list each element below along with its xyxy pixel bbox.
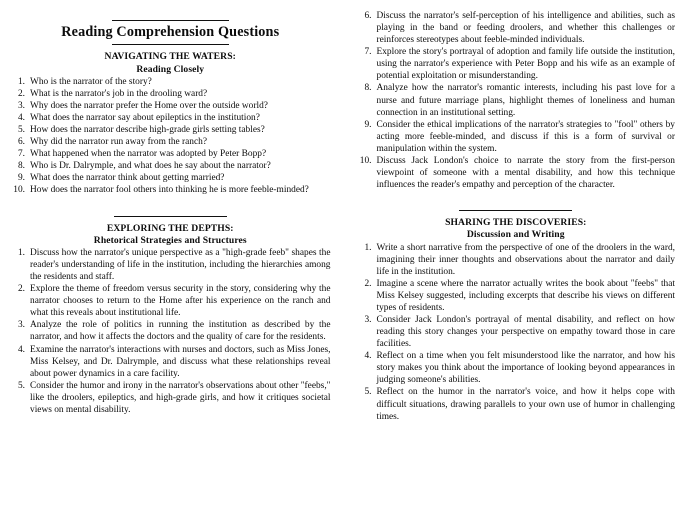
list-item: Why did the narrator run away from the ranch? (30, 137, 208, 148)
question-list-exploring-right (357, 10, 676, 191)
list-item: Analyze the role of politics in running the institution as described by the narrator, and how it affects the doctors and the quality of care for the residents. (30, 320, 331, 343)
page-title: Reading Comprehension Questions (61, 23, 280, 40)
section-heading-navigating (10, 51, 331, 75)
list-item: Discuss Jack London's choice to narrate the story from the first-person viewpoint of someone with a mental disability, and how this technique influences the reader's empathy and perception of the character. (376, 155, 675, 191)
list-item: Explore the story's portrayal of adoption and family life outside the institution, using the narrator's experience with Peter Bopp and his wife as an example of potential exploitation or misunderstanding. (376, 47, 675, 82)
list-item: Who is the narrator of the story? (30, 76, 152, 87)
question-list-sharing (357, 242, 676, 423)
list-item: Examine the narrator's interactions with nurses and doctors, such as Miss Jones, Miss Kelsey, and Dr. Dalrymple, and discuss what these relationships reveal about power dynamics in a care facility. (30, 344, 331, 379)
section-heading-sharing-line2: Discussion and Writing (466, 229, 565, 241)
document-title-block (10, 20, 331, 45)
list-item: Explore the theme of freedom versus security in the story, considering why the narrator chooses to return to the Home after his experience on the ranch and what this reveals about institutional life. (30, 284, 331, 319)
section-rule (459, 210, 572, 211)
list-item: Reflect on a time when you felt misunderstood like the narrator, and how his story makes you think about the importance of looking beyond appearances in judging someone's abilities. (376, 351, 675, 386)
right-column (345, 0, 689, 516)
section-divider-sharing (357, 210, 676, 211)
section-heading-navigating-line1: NAVIGATING THE WATERS: (104, 51, 236, 63)
section-heading-exploring (10, 223, 331, 247)
section-rule (114, 216, 227, 217)
list-item: Consider the ethical implications of the narrator's strategies to "fool" others by acting more feeble-minded, and discuss if this is a form of survival or manipulation within the system. (376, 119, 675, 154)
list-item: Discuss the narrator's self-perception of his intelligence and abilities, such as playing in the band or feeding droolers, and whether this challenges or reinforces stereotypes about feeble-minded individuals. (376, 11, 675, 46)
list-item: Why does the narrator prefer the Home over the outside world? (30, 100, 268, 111)
section-heading-exploring-line2: Rhetorical Strategies and Structures (93, 234, 247, 246)
list-item: Imagine a scene where the narrator actually writes the book about "feebs" that Miss Kelsey suggested, including excerpts that describe his views on different types of residents. (376, 278, 675, 313)
list-item: Consider the humor and irony in the narrator's observations about other "feebs," like the droolers, epileptics, and high-grade girls, and how it critiques societal views on mental disability. (30, 380, 331, 415)
section-heading-navigating-line2: Reading Closely (136, 63, 205, 75)
list-item: Consider Jack London's portrayal of mental disability, and reflect on how reading this story changes your perspective on empathy toward those in care facilities. (376, 314, 675, 350)
section-divider-exploring (10, 216, 331, 217)
list-item: Reflect on the humor in the narrator's voice, and how it helps cope with difficult situations, drawing parallels to your own use of humor in challenging times. (376, 387, 675, 422)
list-item: Who is Dr. Dalrymple, and what does he say about the narrator? (30, 161, 271, 172)
list-item: Analyze how the narrator's romantic interests, including his past love for a nurse and future marriage plans, highlight themes of loneliness and human connection in an institutional setting. (376, 83, 675, 118)
list-item: Discuss how the narrator's unique perspective as a "high-grade feeb" shapes the reader's understanding of life in the institution, including the hierarchies among the residents and staff. (30, 247, 331, 283)
title-rule-top (112, 20, 229, 21)
section-heading-sharing (357, 217, 676, 241)
list-item: How does the narrator fool others into thinking he is more feeble-minded? (30, 185, 309, 196)
section-heading-exploring-line1: EXPLORING THE DEPTHS: (106, 222, 234, 234)
title-rule-bottom (112, 44, 229, 45)
question-list-exploring-left (10, 247, 331, 416)
list-item: What happened when the narrator was adopted by Peter Bopp? (30, 149, 267, 160)
list-item: Write a short narrative from the perspective of one of the droolers in the ward, imagining their inner thoughts and observations about the narrator and daily life in the institution. (376, 242, 675, 277)
list-item: How does the narrator describe high-grade girls setting tables? (30, 125, 265, 136)
list-item: What does the narrator say about epileptics in the institution? (30, 112, 260, 123)
list-item: What does the narrator think about getting married? (30, 173, 225, 184)
section-heading-sharing-line1: SHARING THE DISCOVERIES: (445, 217, 587, 229)
list-item: What is the narrator's job in the drooling ward? (30, 88, 208, 99)
question-list-navigating (10, 76, 331, 197)
